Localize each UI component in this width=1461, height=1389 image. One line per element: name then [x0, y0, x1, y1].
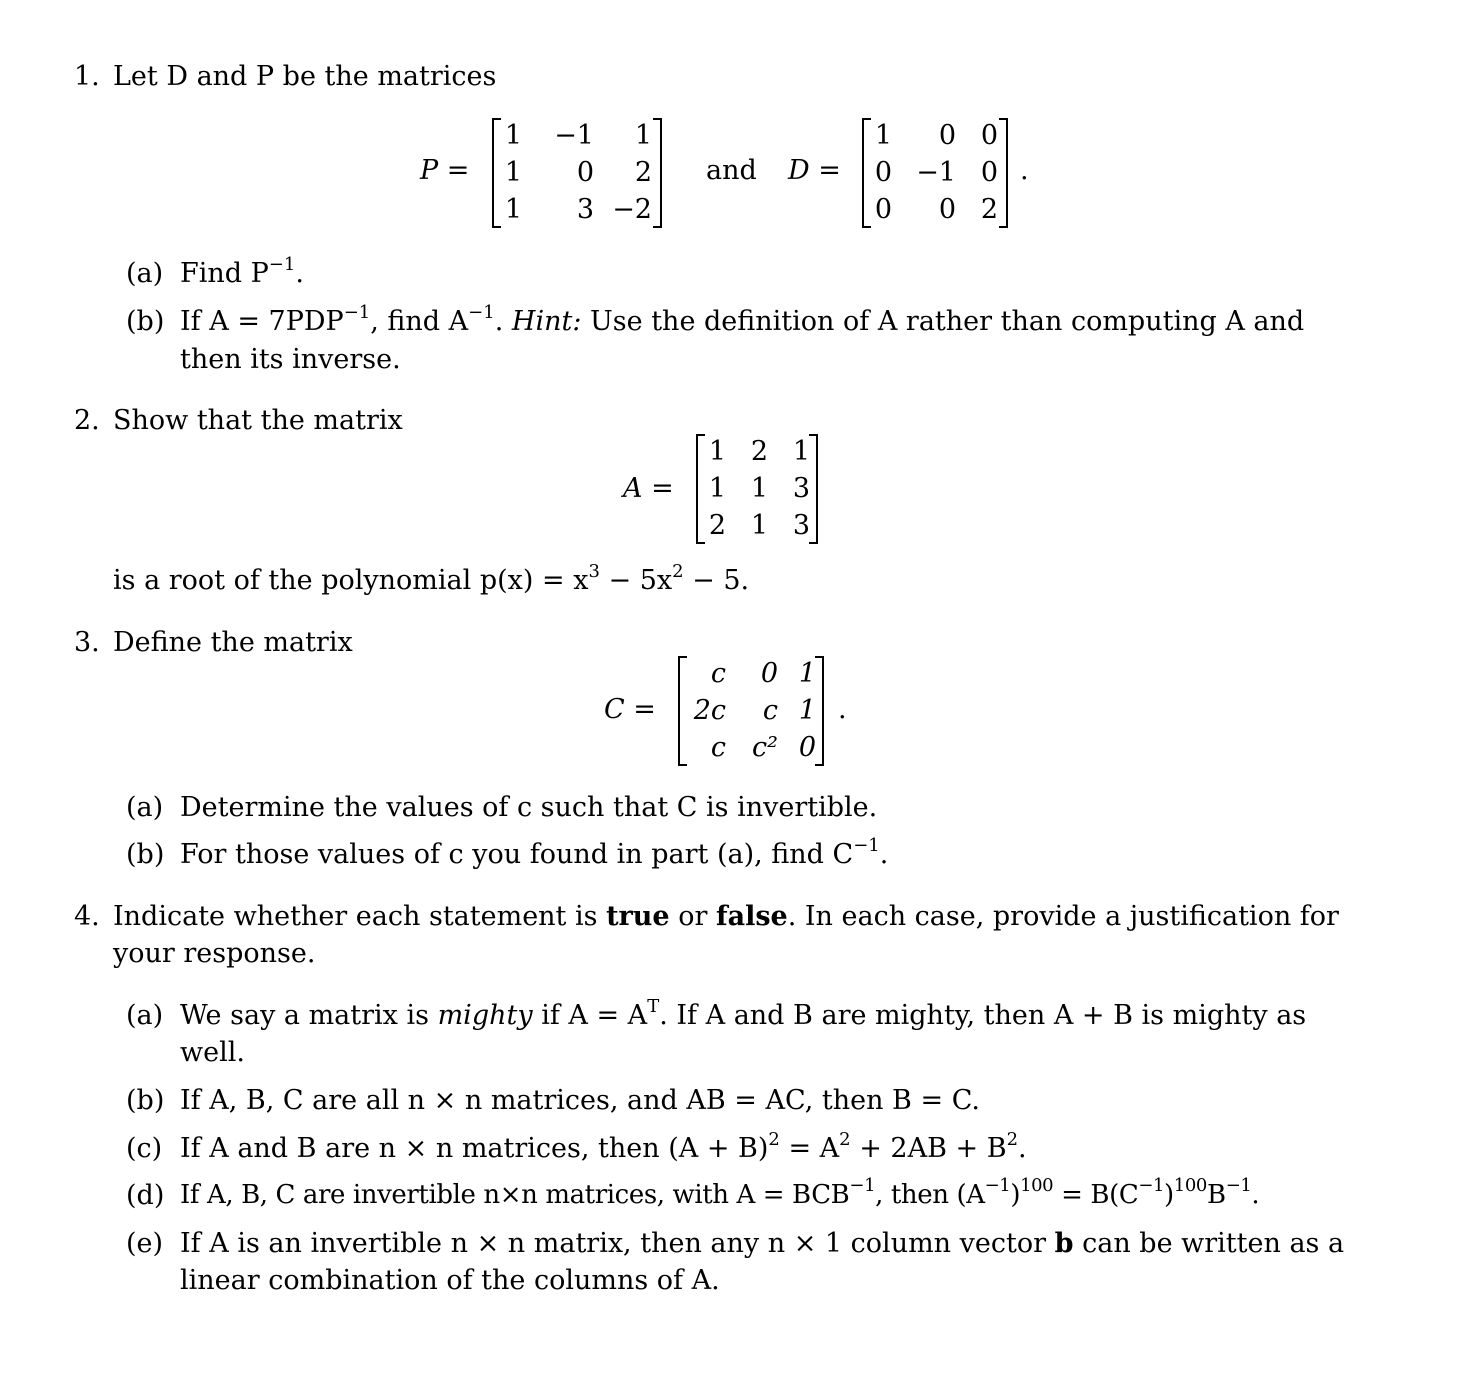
- matrix-c-label: C =: [604, 694, 656, 725]
- matrix-d-label: D =: [788, 155, 841, 186]
- d-cell: 0: [938, 194, 956, 225]
- p4-part-c-label: (c): [126, 1133, 163, 1164]
- c-cell: 1: [798, 658, 816, 689]
- d-cell: 0: [980, 157, 998, 188]
- d-cell: 0: [938, 120, 956, 151]
- c-cell: 2c: [693, 695, 726, 726]
- p-cell: 1: [634, 120, 652, 151]
- d-cell: 0: [980, 120, 998, 151]
- p3-part-b-label: (b): [126, 839, 165, 870]
- p4-part-e-line1: If A is an invertible n × n matrix, then any n × 1 column vector b can be written as a: [180, 1228, 1345, 1259]
- d-cell: 0: [874, 194, 892, 225]
- problem-4-intro-line1: Indicate whether each statement is true or false. In each case, provide a justification for: [113, 901, 1339, 932]
- matrix-a: [696, 434, 818, 544]
- p1-part-b-line1: If $A = 7PDP^{-1}$, find $A^{-1}$. Hint: Use the definition of A rather than computing A and: [180, 302, 1305, 337]
- problem-2-intro: Show that the matrix: [113, 405, 403, 436]
- c-cell: c: [710, 658, 726, 689]
- p4-part-a-line2: well.: [180, 1037, 245, 1068]
- p-cell: 1: [504, 194, 522, 225]
- matrix-c-table: [688, 655, 816, 766]
- matrix-d-period: .: [1020, 155, 1029, 186]
- c-cell: c: [762, 695, 778, 726]
- p4-part-d-text: If A, B, C are invertible n×n matrices, with $A = BCB^{-1}$, then $(A^{-1})^{100} = B(C^{-1})^{100}B^{-1}$.: [180, 1175, 1260, 1210]
- matrix-p: [492, 118, 662, 228]
- a-cell: 2: [750, 436, 768, 467]
- matrix-d-table: [872, 117, 998, 228]
- p1-part-a-label: (a): [126, 258, 164, 289]
- matrix-a-label: A =: [623, 473, 674, 504]
- c-cell: 1: [798, 695, 816, 726]
- p4-part-b-label: (b): [126, 1085, 165, 1116]
- a-cell: 1: [750, 473, 768, 504]
- p-cell: −2: [612, 194, 652, 225]
- a-cell: 1: [708, 473, 726, 504]
- p1-part-b-line2: then its inverse.: [180, 344, 401, 375]
- p1-part-b-label: (b): [126, 306, 165, 337]
- p3-part-a-label: (a): [126, 792, 164, 823]
- a-cell: 1: [708, 436, 726, 467]
- p-cell: −1: [554, 120, 594, 151]
- p-cell: 2: [634, 157, 652, 188]
- p4-part-a-label: (a): [126, 1000, 164, 1031]
- p4-part-e-line2: linear combination of the columns of A.: [180, 1265, 720, 1296]
- matrix-d: [862, 118, 1008, 228]
- matrix-a-table: [706, 433, 810, 544]
- problem-4-intro-line2: your response.: [113, 938, 316, 969]
- d-cell: 2: [980, 194, 998, 225]
- c-cell: c: [710, 732, 726, 763]
- c-cell: c²: [752, 732, 778, 763]
- matrix-p-label: P =: [420, 155, 470, 186]
- problem-3-intro: Define the matrix: [113, 627, 353, 658]
- c-cell: 0: [760, 658, 778, 689]
- matrix-c: [678, 656, 824, 766]
- p-cell: 3: [576, 194, 594, 225]
- p4-part-c-text: If A and B are n × n matrices, then $(A + B)^2 = A^2 + 2AB + B^2$.: [180, 1129, 1027, 1164]
- p3-part-b-text: For those values of c you found in part (a), find $C^{-1}$.: [180, 835, 889, 870]
- a-cell: 3: [792, 473, 810, 504]
- d-cell: 0: [874, 157, 892, 188]
- matrix-c-period: .: [838, 694, 847, 725]
- matrix-p-table: [502, 117, 652, 228]
- a-cell: 3: [792, 510, 810, 541]
- p-cell: 1: [504, 157, 522, 188]
- problem-2-number: 2.: [74, 405, 100, 436]
- a-cell: 1: [750, 510, 768, 541]
- d-cell: −1: [916, 157, 956, 188]
- p4-part-d-label: (d): [126, 1180, 165, 1211]
- p4-part-b-text: If A, B, C are all n × n matrices, and AB = AC, then B = C.: [180, 1085, 980, 1116]
- a-cell: 2: [708, 510, 726, 541]
- problem-4-number: 4.: [74, 901, 100, 932]
- problem-3-number: 3.: [74, 627, 100, 658]
- a-cell: 1: [792, 436, 810, 467]
- p1-part-a-text: Find $P^{-1}$.: [180, 254, 304, 289]
- problem-2-polynomial: is a root of the polynomial $p(x) = x^3 - 5x^2 - 5$.: [113, 561, 750, 596]
- p3-part-a-text: Determine the values of c such that C is invertible.: [180, 792, 878, 823]
- problem-1-number: 1.: [74, 61, 100, 92]
- problem-1-intro: Let D and P be the matrices: [113, 61, 497, 92]
- p4-part-e-label: (e): [126, 1228, 164, 1259]
- c-cell: 0: [798, 732, 816, 763]
- and-word: and: [706, 155, 757, 186]
- p-cell: 0: [576, 157, 594, 188]
- p4-part-a-line1: We say a matrix is mighty if $A = A^T$. If A and B are mighty, then A + B is mighty as: [180, 996, 1307, 1031]
- p-cell: 1: [504, 120, 522, 151]
- d-cell: 1: [874, 120, 892, 151]
